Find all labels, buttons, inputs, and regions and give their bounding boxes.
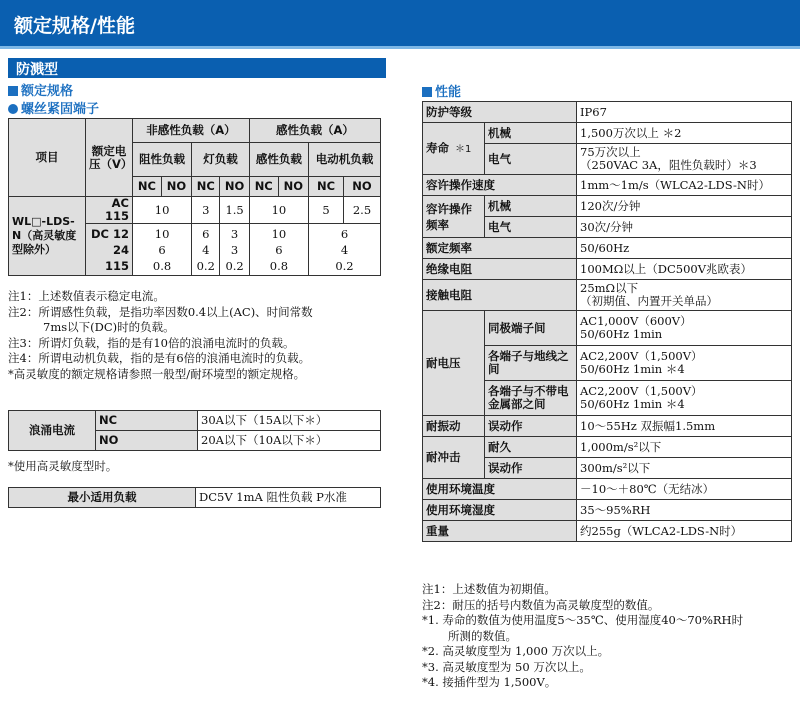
sub-label: 机械 <box>485 123 577 144</box>
value: 0.2 <box>225 259 244 273</box>
value-cell <box>192 224 220 276</box>
row-label: 额定频率 <box>423 238 577 259</box>
no-label: NO <box>278 177 308 197</box>
voltage-dc115: 115 <box>104 259 129 273</box>
performance-heading-text: 性能 <box>435 85 462 100</box>
row-value: 30次/分钟 <box>577 217 792 238</box>
row-value: 10～55Hz 双振幅1.5mm <box>577 416 792 437</box>
value: 0.2 <box>335 259 354 273</box>
value-cell <box>308 224 380 276</box>
value: 6 <box>275 243 283 257</box>
terminal-heading-text: 螺丝紧固端子 <box>21 102 100 117</box>
sub-label: 误动作 <box>485 416 577 437</box>
row-value: 1,500万次以上 ＊2 <box>577 123 792 144</box>
col-lamp: 灯负载 <box>192 143 250 177</box>
value: 10 <box>271 227 287 241</box>
rating-table <box>8 118 381 276</box>
col-resistive: 阻性负载 <box>133 143 192 177</box>
voltage-cell <box>86 224 133 276</box>
value: 0.8 <box>152 259 172 273</box>
note-line: 注2：所谓感性负载，是指功率因数0.4以上(AC)、时间常数 <box>8 304 313 319</box>
note-line: 注1：上述数值为初期值。 <box>422 582 556 596</box>
surge-nc: NC <box>96 411 198 431</box>
surge-no-value: 20A以下（10A以下＊） <box>198 431 381 451</box>
value: 75万次以上 <box>580 145 641 159</box>
nc-label: NC <box>192 177 220 197</box>
surge-note: *使用高灵敏度型时。 <box>8 459 118 473</box>
surge-table <box>8 410 381 451</box>
voltage-dc12: DC 12 <box>91 227 129 241</box>
note-line: 注1：上述数值表示稳定电流。 <box>8 289 165 303</box>
no-label: NO <box>220 177 249 197</box>
value: AC2,200V（1,500V） <box>580 384 703 398</box>
no-label: NO <box>344 177 381 197</box>
surge-no: NO <box>96 431 198 451</box>
square-bullet-icon <box>8 86 18 96</box>
value: 10 <box>154 227 170 241</box>
row-value: 1,000m/s²以下 <box>577 437 792 458</box>
note-line: *高灵敏度的额定规格请参照一般型/耐环境型的额定规格。 <box>8 366 306 381</box>
rating-notes <box>8 289 313 382</box>
col-item: 项目 <box>9 119 86 197</box>
row-label: 耐振动 <box>423 416 485 437</box>
sub-label: 同极端子间 <box>485 311 577 346</box>
value: 50/60Hz 1min ＊4 <box>580 397 685 411</box>
note-line: 注4：所谓电动机负载，指的是有6倍的浪涌电流时的负载。 <box>8 351 311 365</box>
performance-notes <box>422 582 743 691</box>
model-cell: WL□-LDS-N（高灵敏度型除外） <box>9 197 86 276</box>
nc-label: NC <box>308 177 343 197</box>
col-inductive: 感性负载（A） <box>249 119 380 143</box>
sub-label: 误动作 <box>485 458 577 479</box>
sub-label: 各端子与不带电金属部之间 <box>485 381 577 416</box>
row-label: 使用环境湿度 <box>423 500 577 521</box>
value: 0.8 <box>269 259 289 273</box>
note-line: 所测的数值。 <box>448 628 517 643</box>
rating-heading-text: 额定规格 <box>21 84 74 99</box>
col-noninductive: 非感性负载（A） <box>133 119 250 143</box>
value-cell <box>249 224 308 276</box>
value-cell: 1.5 <box>220 197 249 224</box>
surge-label: 浪涌电流 <box>9 411 96 451</box>
row-label: 绝缘电阻 <box>423 259 577 280</box>
row-label: 重量 <box>423 521 577 542</box>
col-inductive-load: 感性负载 <box>249 143 308 177</box>
voltage-cell: AC 115 <box>86 197 133 224</box>
row-label: 使用环境温度 <box>423 479 577 500</box>
note-line: *2. 高灵敏度型为 1,000 万次以上。 <box>422 644 610 658</box>
page-title: 额定规格/性能 <box>14 15 135 37</box>
value: 6 <box>202 227 210 241</box>
note-line: 注3：所谓灯负载，指的是有10倍的浪涌电流时的负载。 <box>8 335 295 350</box>
note-line: *1. 寿命的数值为使用温度5～35℃、使用湿度40～70%RH时 <box>422 613 744 627</box>
performance-heading <box>422 81 461 100</box>
row-label <box>423 123 485 175</box>
row-label: 耐冲击 <box>423 437 485 479</box>
value: 6 <box>158 243 166 257</box>
value-cell: 5 <box>308 197 343 224</box>
value: 6 <box>340 227 349 241</box>
sub-label: 耐久 <box>485 437 577 458</box>
row-value <box>577 144 792 175</box>
sub-label: 电气 <box>485 217 577 238</box>
col-voltage: 额定电压（V） <box>86 119 133 197</box>
row-label: 防护等级 <box>423 102 577 123</box>
nc-label: NC <box>249 177 278 197</box>
col-motor: 电动机负载 <box>308 143 380 177</box>
sub-label: 电气 <box>485 144 577 175</box>
square-bullet-icon <box>422 87 432 97</box>
minload-label: 最小适用负载 <box>9 488 196 508</box>
sub-label: 机械 <box>485 196 577 217</box>
value: （初期值、内置开关单品） <box>580 294 718 308</box>
value: 25mΩ以下 <box>580 281 639 295</box>
note-line: 7ms以下(DC)时的负载。 <box>43 320 175 334</box>
performance-table <box>422 101 792 542</box>
life-label: 寿命 <box>426 140 449 155</box>
section-title: 防溅型 <box>16 62 58 78</box>
value: 0.2 <box>196 259 215 273</box>
value: 3 <box>230 243 239 257</box>
section-bar <box>8 58 386 78</box>
note-line: *3. 高灵敏度型为 50 万次以上。 <box>422 659 591 674</box>
row-value <box>577 311 792 346</box>
minload-table <box>8 487 381 508</box>
value: 50/60Hz 1min <box>580 327 663 341</box>
value-cell <box>220 224 249 276</box>
row-value: IP67 <box>577 102 792 123</box>
row-value <box>577 346 792 381</box>
value: 3 <box>230 227 239 241</box>
title-bar <box>0 0 800 49</box>
no-label: NO <box>161 177 191 197</box>
value: AC2,200V（1,500V） <box>580 349 703 363</box>
row-label: 接触电阻 <box>423 280 577 311</box>
value: 4 <box>202 243 210 257</box>
row-value: 50/60Hz <box>577 238 792 259</box>
row-value <box>577 280 792 311</box>
value: AC1,000V（600V） <box>580 314 692 328</box>
circle-bullet-icon <box>8 104 18 114</box>
row-label: 容许操作频率 <box>423 196 485 238</box>
terminal-heading <box>8 98 99 117</box>
row-value: 约255g（WLCA2-LDS-N时） <box>577 521 792 542</box>
surge-nc-value: 30A以下（15A以下＊） <box>198 411 381 431</box>
row-value: 35～95%RH <box>577 500 792 521</box>
note-line: *4. 接插件型为 1,500V。 <box>422 675 557 689</box>
life-mark: ＊1 <box>455 143 472 155</box>
value: 50/60Hz 1min ＊4 <box>580 362 685 376</box>
voltage-dc24: 24 <box>112 243 129 257</box>
value-cell: 3 <box>192 197 220 224</box>
row-value <box>577 381 792 416</box>
row-value: 100MΩ以上（DC500V兆欧表） <box>577 259 792 280</box>
row-value: －10～＋80℃（无结冰） <box>577 479 792 500</box>
row-label: 容许操作速度 <box>423 175 577 196</box>
nc-label: NC <box>133 177 162 197</box>
note-line: 注2：耐压的括号内数值为高灵敏度型的数值。 <box>422 597 660 612</box>
row-label: 耐电压 <box>423 311 485 416</box>
value-cell <box>133 224 192 276</box>
rating-heading <box>8 80 73 99</box>
value-cell: 10 <box>133 197 192 224</box>
value: 4 <box>340 243 349 257</box>
value: （250VAC 3A，阻性负载时）＊3 <box>580 158 757 172</box>
row-value: 120次/分钟 <box>577 196 792 217</box>
row-value: 1mm～1m/s（WLCA2-LDS-N时） <box>577 175 792 196</box>
row-value: 300m/s²以下 <box>577 458 792 479</box>
value-cell: 10 <box>249 197 308 224</box>
value-cell: 2.5 <box>344 197 381 224</box>
sub-label: 各端子与地线之间 <box>485 346 577 381</box>
minload-value: DC5V 1mA 阻性负载 P水准 <box>196 488 381 508</box>
